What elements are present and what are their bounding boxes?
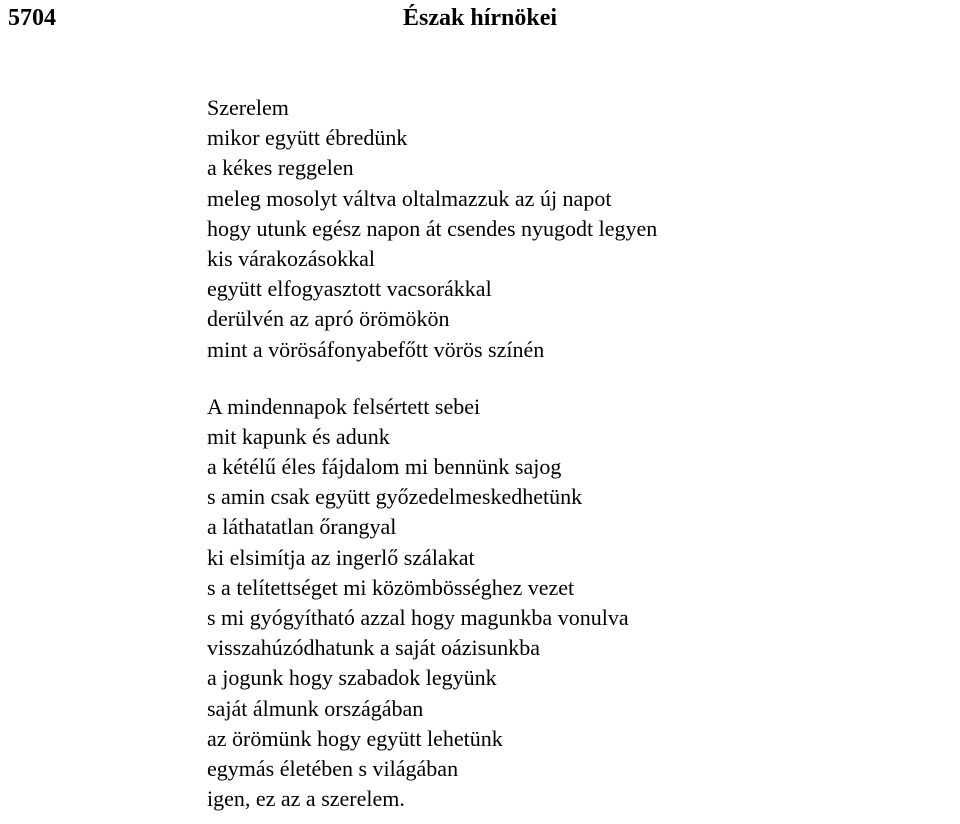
page-number: 5704 [8,5,56,31]
poem-line: kis várakozásokkal [207,245,375,271]
poem-line: egymás életében s világában [207,755,459,781]
stanza-1 [207,93,657,365]
poem-line: a kétélű éles fájdalom mi bennünk sajog [207,454,562,480]
poem-line: s mi gyógyítható azzal hogy magunkba vonulva [207,605,629,630]
poem-line: a jogunk hogy szabadok legyünk [207,665,497,691]
poem-line: ki elsimítja az ingerlő szálakat [207,544,475,570]
running-title: Észak hírnökei [403,5,558,31]
stanza-2 [207,392,657,815]
poem-line: mint a vörösáfonyabefőtt vörös színén [207,336,545,362]
poem-line: együtt elfogyasztott vacsorákkal [207,276,492,302]
poem-line: s a telítettséget mi közömbösséghez vezet [207,574,575,600]
poem-line: a láthatatlan őrangyal [207,514,397,540]
poem-line: mit kapunk és adunk [207,423,390,449]
poem-line: a kékes reggelen [207,155,354,181]
poem-line: s amin csak együtt győzedelmeskedhetünk [207,484,583,510]
poem-line: A mindennapok felsértett sebei [207,393,481,419]
poem [207,93,657,814]
page-header [0,0,960,40]
poem-line: az örömünk hogy együtt lehetünk [207,725,503,751]
poem-line: igen, ez az a szerelem. [207,786,405,812]
poem-line: visszahúzódhatunk a saját oázisunkba [207,635,540,661]
poem-line: derülvén az apró örömökön [207,306,450,332]
poem-line: Szerelem [207,95,289,120]
poem-line: meleg mosolyt váltva oltalmazzuk az új napot [207,185,612,211]
poem-line: hogy utunk egész napon át csendes nyugodt legyen [207,215,658,241]
poem-line: mikor együtt ébredünk [207,125,408,151]
poem-line: saját álmunk országában [207,695,424,721]
